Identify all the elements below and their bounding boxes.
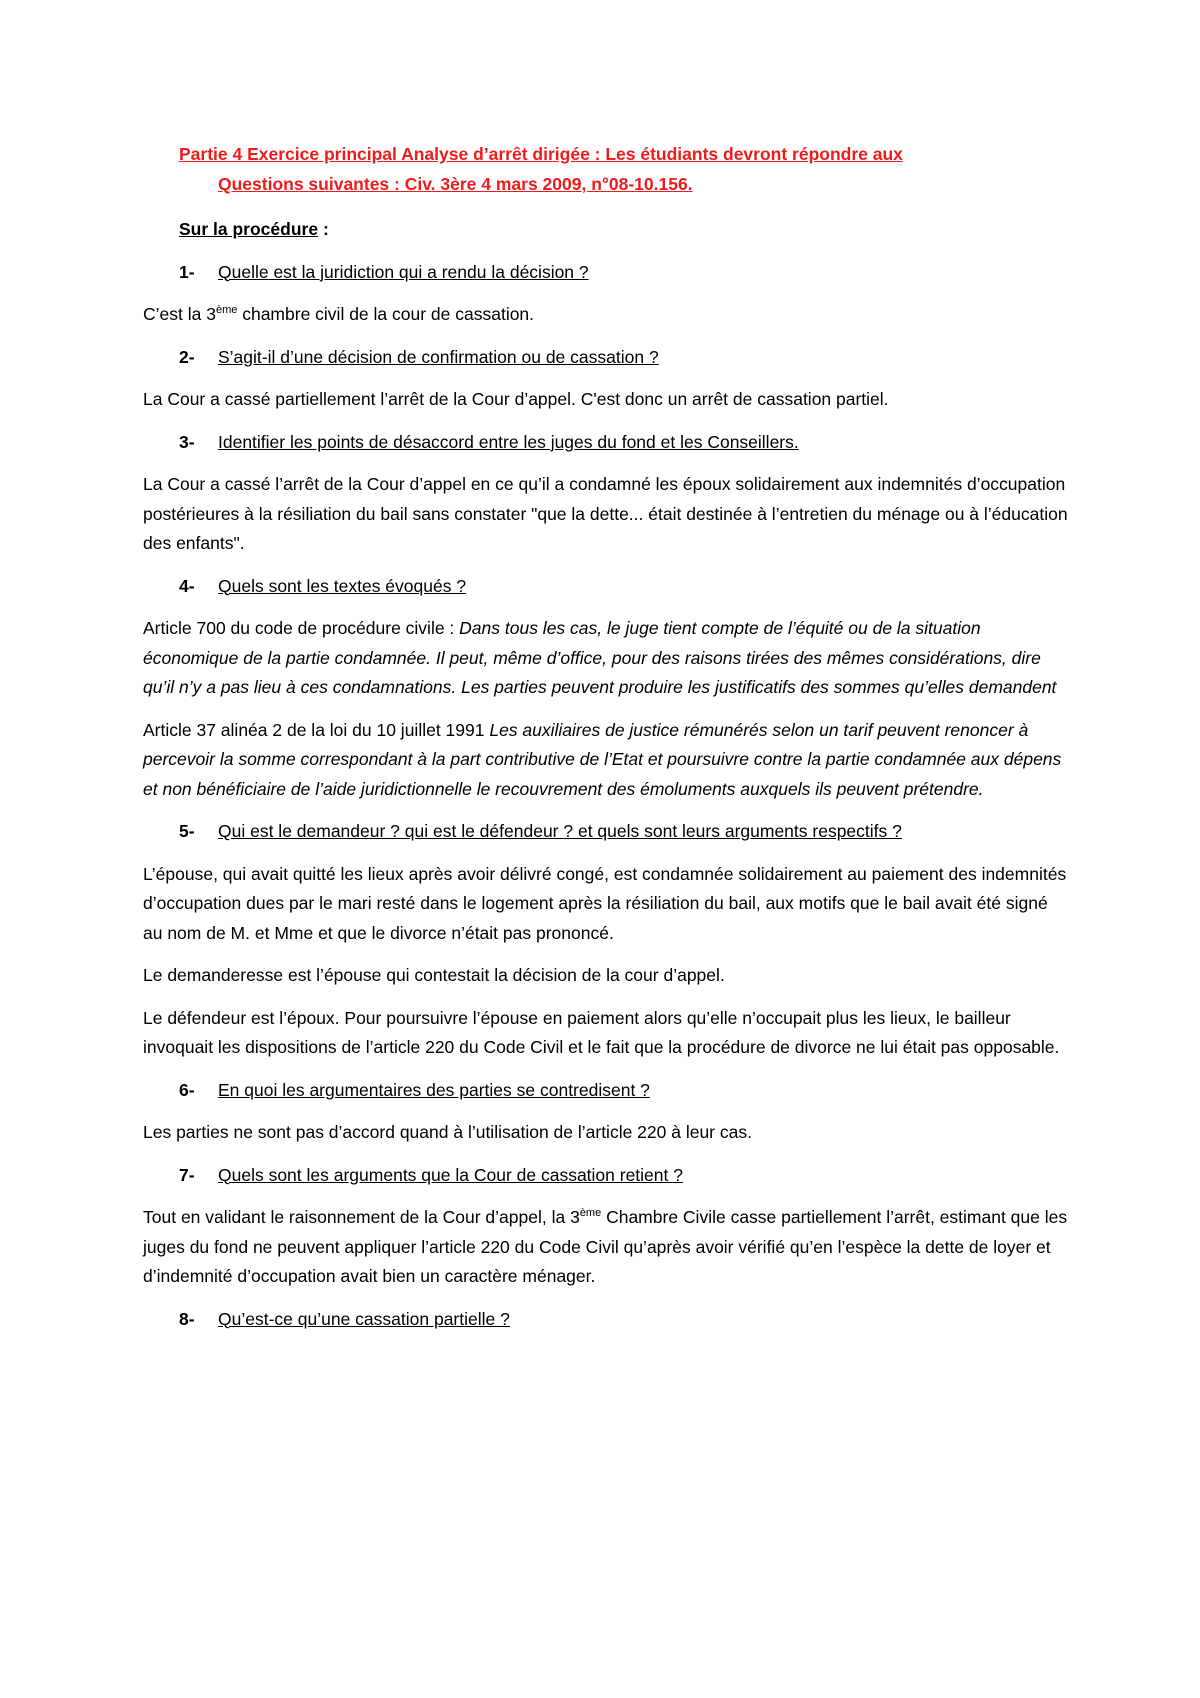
article-700-quote: Dans tous les cas, le juge tient compte de l’équité ou de la situation économique de la partie condamnée. Il peut, même d’office, pour des raisons tirées des mêmes considérations, dire qu’il n’y a pas lieu à ces condamnations. Les parties peuvent produire les justificatifs des sommes qu’elles demandent (143, 618, 1057, 697)
question-6-number: 6- (179, 1079, 195, 1100)
answer-7-before: Tout en validant le raisonnement de la Cour d’appel, la 3 (143, 1207, 580, 1227)
question-2 (179, 343, 1070, 373)
answer-1 (143, 300, 1070, 330)
question-3-text: Identifier les points de désaccord entre les juges du fond et les Conseillers. (218, 431, 799, 452)
section-heading-label: Sur la procédure (179, 219, 319, 239)
title-line-2: Questions suivantes : Civ. 3ère 4 mars 2009, n°08-10.156. (218, 173, 693, 194)
section-heading (179, 215, 1070, 245)
answer-5-facts: L’épouse, qui avait quitté les lieux après avoir délivré congé, est condamnée solidairement au paiement des indemnités d’occupation dues par le mari resté dans le logement après la résiliation du bail, aux motifs que le bail avait été signé au nom de M. et Mme et que le divorce n’était pas prononcé. (143, 863, 1067, 943)
answer-7-after: Chambre Civile casse partiellement l’arrêt, estimant que les juges du fond ne peuvent appliquer l’article 220 du Code Civil qu’après avoir vérifié qu’en l’espèce la dette de loyer et d’indemnité d’occupation avait bien un caractère ménager. (143, 1207, 1068, 1286)
question-7-number: 7- (179, 1164, 195, 1185)
answer-1-after: chambre civil de la cour de cassation. (237, 304, 535, 324)
answer-7 (143, 1203, 1070, 1292)
title-line-1: Partie 4 Exercice principal Analyse d’arrêt dirigée : Les étudiants devront répondre aux (179, 144, 903, 164)
answer-4-article-37 (143, 716, 1070, 805)
question-3 (179, 428, 1070, 458)
question-5-text: Qui est le demandeur ? qui est le défendeur ? et quels sont leurs arguments respectifs ? (218, 821, 902, 841)
question-4 (179, 572, 1070, 602)
question-1-text: Quelle est la juridiction qui a rendu la décision ? (218, 261, 589, 282)
answer-7-sup: ème (579, 1207, 602, 1220)
question-7 (179, 1161, 1070, 1191)
question-7-text: Quels sont les arguments que la Cour de cassation retient ? (218, 1164, 683, 1185)
article-700-ref: Article 700 du code de procédure civile : (143, 618, 460, 638)
answer-1-before: C’est la 3 (143, 304, 216, 324)
answer-1-sup: ème (215, 304, 238, 317)
section-heading-suffix: : (318, 219, 329, 239)
question-8-number: 8- (179, 1308, 195, 1329)
question-1-number: 1- (179, 261, 195, 282)
question-3-number: 3- (179, 431, 195, 452)
answer-4-article-700 (143, 614, 1070, 703)
answer-5-plaintiff: Le demanderesse est l’épouse qui contestait la décision de la cour d’appel. (143, 965, 725, 985)
answer-5-defendant: Le défendeur est l’époux. Pour poursuivre l’épouse en paiement alors qu’elle n’occupait plus les lieux, le bailleur invoquait les dispositions de l’article 220 du Code Civil et le fait que la procédure de divorce ne lui était pas opposable. (143, 1007, 1060, 1057)
question-5-number: 5- (179, 821, 195, 841)
question-6 (179, 1076, 1070, 1106)
question-4-text: Quels sont les textes évoqués ? (218, 575, 467, 596)
question-2-text: S’agit-il d’une décision de confirmation ou de cassation ? (218, 346, 659, 367)
question-4-number: 4- (179, 575, 195, 596)
document-title (179, 140, 1070, 199)
question-6-text: En quoi les argumentaires des parties se contredisent ? (218, 1079, 650, 1100)
question-5 (179, 817, 1070, 847)
answer-6: Les parties ne sont pas d’accord quand à l’utilisation de l’article 220 à leur cas. (143, 1122, 752, 1142)
answer-3: La Cour a cassé l’arrêt de la Cour d’appel en ce qu’il a condamné les époux solidairement aux indemnités d’occupation postérieures à la résiliation du bail sans constater "que la dette... était destinée à l’entretien du ménage ou à l’éducation des enfants". (143, 474, 1068, 553)
question-1 (179, 258, 1070, 288)
question-2-number: 2- (179, 346, 195, 367)
article-37-ref: Article 37 alinéa 2 de la loi du 10 juillet 1991 (143, 719, 490, 740)
question-8-text: Qu’est-ce qu’une cassation partielle ? (218, 1308, 510, 1329)
answer-2: La Cour a cassé partiellement l’arrêt de la Cour d’appel. C'est donc un arrêt de cassation partiel. (143, 389, 889, 409)
question-8 (179, 1305, 1070, 1335)
article-37-quote: Les auxiliaires de justice rémunérés selon un tarif peuvent renoncer à percevoir la somme correspondant à la part contributive de l’Etat et poursuivre contre la partie condamnée aux dépens et non bénéficiaire de l’aide juridictionnelle le recouvrement des émoluments auxquels ils peuvent prétendre. (143, 719, 1062, 799)
